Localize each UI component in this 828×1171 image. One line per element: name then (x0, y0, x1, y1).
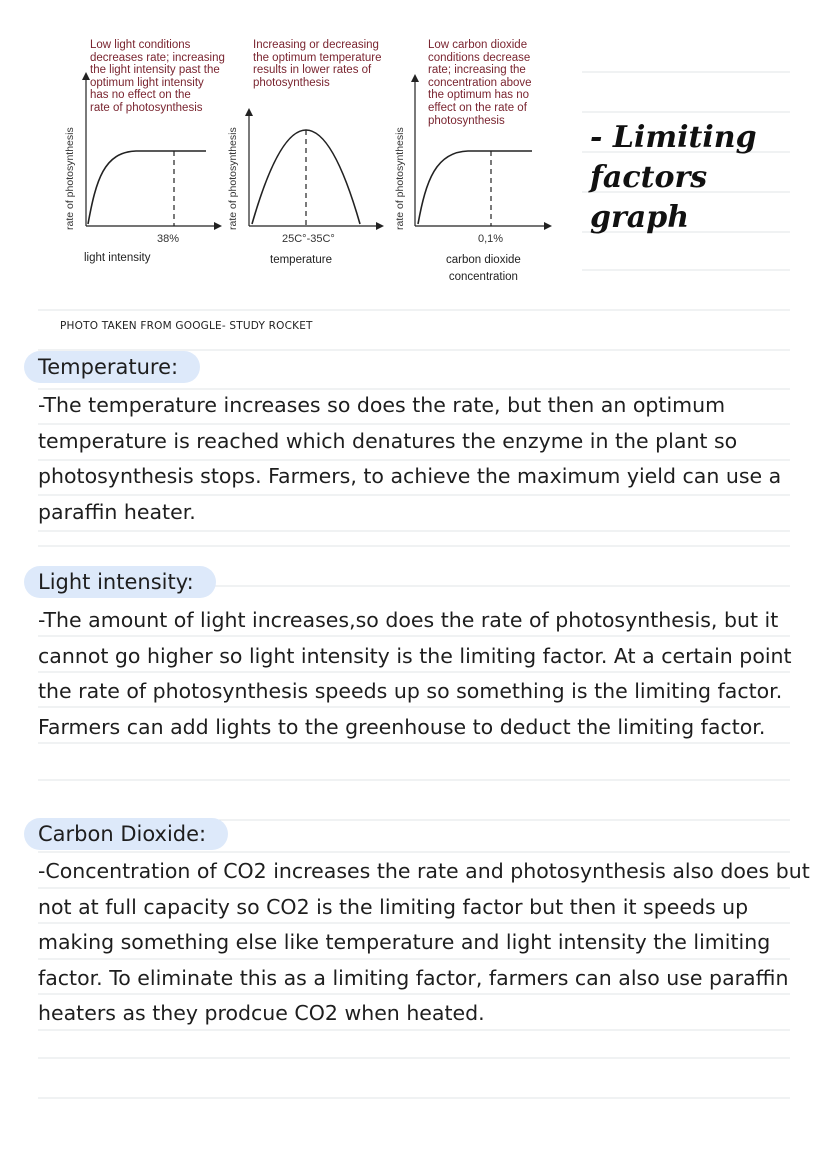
paragraph-carbon-dioxide: -Concentration of CO2 increases the rate and photosynthesis also does but not at full capacity so CO2 is the limiting factor but then it speeds up making something else like temperature and light intensity the limiting factor. To eliminate this as a limiting factor, farmers can also use paraffin heaters as they prodcue CO2 when heated. (38, 859, 810, 1025)
handwritten-title: - Limiting factors graph (590, 120, 757, 235)
light-curve (88, 151, 206, 224)
temp-optimum-value: 25C°-35C° (282, 233, 335, 245)
light-optimum-value: 38% (157, 233, 180, 245)
temp-y-arrow (245, 108, 253, 116)
light-y-arrow (82, 72, 90, 80)
paragraph-temperature: -The temperature increases so does the rate, but then an optimum temperature is reached which denatures the enzyme in the plant so photosynthesis stops. Farmers, to achieve the maximum yield can use a paraffin heater. (38, 393, 782, 524)
heading-carbon-dioxide: Carbon Dioxide: (24, 818, 228, 850)
heading-light-intensity: Light intensity: (24, 566, 216, 598)
co2-curve (418, 151, 532, 224)
co2-y-label: rate of photosynthesis (394, 127, 406, 230)
light-x-arrow (214, 222, 222, 230)
co2-caption: Low carbon dioxide conditions decrease rate; increasing the concentration above the optimum has no effect on the rate of photosynthesis (428, 39, 532, 127)
photo-credit: PHOTO TAKEN FROM GOOGLE- STUDY ROCKET (60, 320, 313, 332)
co2-x-label: carbon dioxide concentration (446, 254, 521, 283)
paragraph-light-intensity: -The amount of light increases,so does the rate of photosynthesis, but it cannot go higher so light intensity is the limiting factor. At a certain point the rate of photosynthesis speeds up so something is the limiting factor. Farmers can add lights to the greenhouse to deduct the limiting factor. (38, 608, 792, 739)
co2-optimum-value: 0,1% (478, 233, 504, 245)
temp-y-label: rate of photosynthesis (227, 127, 239, 230)
light-caption: Low light conditions decreases rate; increasing the light intensity past the optimum light intensity has no effect on the rate of photosynthesis (90, 39, 225, 114)
co2-x-arrow (544, 222, 552, 230)
limiting-factors-figure (40, 30, 600, 310)
temp-x-arrow (376, 222, 384, 230)
light-y-label: rate of photosynthesis (64, 127, 76, 230)
co2-y-arrow (411, 74, 419, 82)
heading-temperature: Temperature: (24, 351, 200, 383)
temperature-caption: Increasing or decreasing the optimum temperature results in lower rates of photosynthesis (253, 39, 382, 89)
light-x-label: light intensity (84, 252, 151, 264)
temp-x-label: temperature (270, 254, 333, 266)
